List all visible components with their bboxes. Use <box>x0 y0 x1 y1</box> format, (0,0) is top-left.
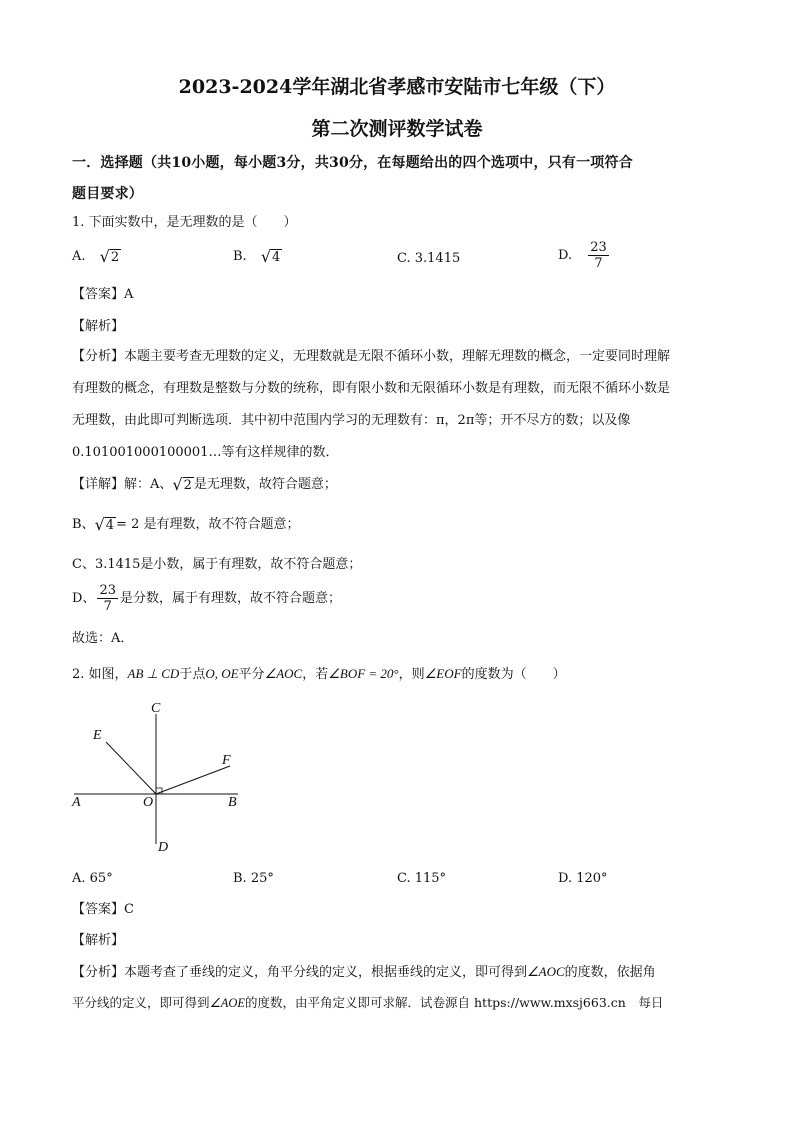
q1-detail-suffix: 是无理数，故符合题意； <box>193 477 337 492</box>
q1-option-d <box>558 240 611 271</box>
q2-geometry-figure <box>70 696 270 858</box>
q2-option-d: D. 120° <box>558 871 608 886</box>
q2-stem-math-angle-value: ∠BOF = 20° <box>328 666 399 681</box>
label-d: D <box>158 840 169 855</box>
page-subtitle: 第二次测评数学试卷 <box>311 118 483 140</box>
q2-stem-text: 平分 <box>238 667 265 682</box>
q1-b-suffix: = 2 是有理数，故不符合题意； <box>116 517 300 532</box>
ray-oe <box>106 742 156 794</box>
q1-stem: 1. 下面实数中，是无理数的是（ ） <box>72 215 297 230</box>
q2-stem-math-angle: ∠AOC <box>264 666 303 681</box>
q1-analysis-label: 【解析】 <box>72 319 125 334</box>
q1-conclusion: 故选：A． <box>72 631 134 646</box>
q2-stem-suffix: 的度数为（ ） <box>461 667 566 682</box>
q2-stem-text: 于点 <box>179 667 206 682</box>
q2-analysis-math-angle: ∠AOC <box>527 964 565 979</box>
label-f: F <box>222 753 231 768</box>
q1-option-a <box>72 248 121 266</box>
q2-stem-prefix: 2. 如图， <box>72 667 128 682</box>
q1-option-d-denominator: 7 <box>594 256 603 271</box>
q1-option-c: C. 3.1415 <box>397 251 461 266</box>
q2-stem-text: ，若 <box>302 667 329 682</box>
q2-analysis-label: 【解析】 <box>72 933 125 948</box>
q1-d-prefix: D、 <box>72 591 96 606</box>
q1-analysis-line3: 无理数，由此即可判断选项．其中初中范围内学习的无理数有：π，2π等；开不尽方的数；以及像 <box>72 413 631 428</box>
label-a: A <box>72 795 81 810</box>
q1-option-b <box>233 248 282 266</box>
label-o: O <box>143 795 154 810</box>
q1-option-a-radicand: 2 <box>110 249 120 265</box>
q2-option-b: B. 25° <box>233 871 274 886</box>
q1-analysis-line2: 有理数的概念，有理数是整数与分数的统称，即有限小数和无限循环小数是有理数，而无限不循环小数是 <box>72 381 671 396</box>
q1-answer: 【答案】A <box>72 287 134 302</box>
q1-d-denominator: 7 <box>103 599 112 614</box>
label-c: C <box>151 701 161 716</box>
q2-analysis-text: 的度数，依据角 <box>564 965 656 980</box>
q2-stem-math-perpendicular: AB ⊥ CD <box>127 666 180 681</box>
sqrt-symbol: √ 4 <box>94 514 115 534</box>
q2-option-a: A. 65° <box>72 871 113 886</box>
q1-detail-line-d <box>72 583 341 614</box>
section-heading-line1: 一．选择题（共10小题，每小题3分，共30分，在每题给出的四个选项中，只有一项符合 <box>72 155 633 171</box>
q2-analysis-text: 【分析】本题考查了垂线的定义，角平分线的定义，根据垂线的定义，即可得到 <box>72 965 528 980</box>
page-title: 2023-2024学年湖北省孝感市安陆市七年级（下） <box>178 76 616 98</box>
q1-detail-prefix: 【详解】解：A、 <box>72 477 173 492</box>
q1-detail-radicand: 2 <box>183 477 192 493</box>
q2-analysis-line2 <box>72 994 663 1012</box>
q2-analysis-line1 <box>72 963 656 982</box>
q1-analysis-line1: 【分析】本题主要考查无理数的定义，无理数就是无限不循环小数，理解无理数的概念，一定要同时理解 <box>72 349 671 364</box>
q1-b-prefix: B、 <box>72 517 95 532</box>
q2-answer: 【答案】C <box>72 902 134 917</box>
q2-stem-math-angle: ∠EOF <box>424 666 462 681</box>
sqrt-symbol: √ 4 <box>260 246 281 266</box>
fraction <box>97 583 118 614</box>
q1-option-a-letter: A. <box>72 249 86 264</box>
q1-option-b-radicand: 4 <box>272 249 281 265</box>
ray-of <box>156 766 230 794</box>
q2-option-c: C. 115° <box>397 871 447 886</box>
q1-analysis-line4: 0.101001000100001…等有这样规律的数． <box>72 445 339 460</box>
sqrt-symbol: √ 2 <box>99 246 120 266</box>
q1-d-suffix: 是分数，属于有理数，故不符合题意； <box>119 591 341 606</box>
label-e: E <box>93 728 102 743</box>
q2-analysis-math-angle: ∠AOE <box>209 996 246 1010</box>
q1-d-numerator: 23 <box>99 583 116 598</box>
q2-analysis-text: 的度数，由平角定义即可求解．试卷源自 https://www.mxsj663.cn 每日 <box>245 995 664 1010</box>
q1-detail-line-c: C、3.1415是小数，属于有理数，故不符合题意； <box>72 557 362 572</box>
q2-stem-text: ，则 <box>398 667 425 682</box>
q2-analysis-text: 平分线的定义，即可得到 <box>72 995 210 1010</box>
q1-option-b-letter: B. <box>233 249 247 264</box>
q1-b-radicand: 4 <box>105 517 115 533</box>
q1-detail-line-b <box>72 516 299 534</box>
q2-stem <box>72 665 566 684</box>
q1-option-d-numerator: 23 <box>590 240 607 255</box>
section-heading-line2: 题目要求） <box>72 186 143 202</box>
fraction <box>588 240 609 271</box>
q1-option-d-letter: D. <box>558 248 573 263</box>
q1-detail-line-a <box>72 476 337 494</box>
label-b: B <box>228 795 237 810</box>
q2-stem-math-point: O, OE <box>205 666 239 681</box>
sqrt-symbol: √ 2 <box>172 474 192 494</box>
